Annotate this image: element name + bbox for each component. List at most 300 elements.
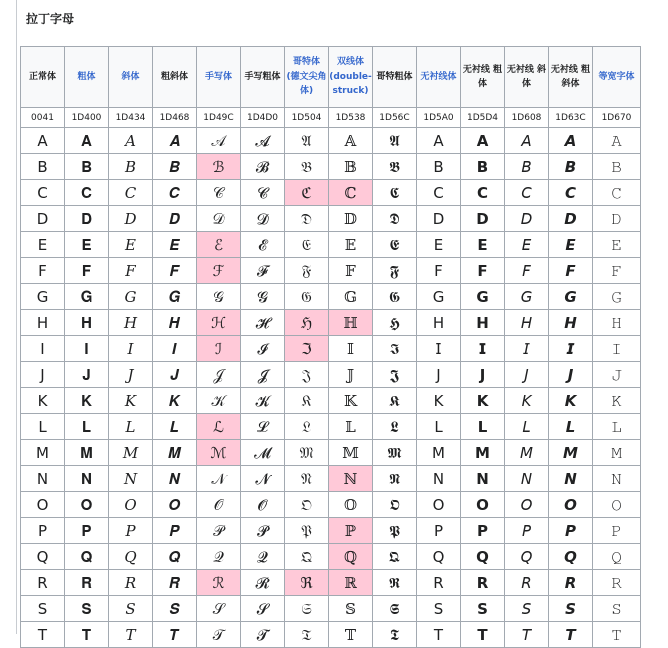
glyph-cell: 𝑄	[109, 544, 153, 570]
glyph-cell: 𝗢	[461, 492, 505, 518]
glyph-cell: 𝑩	[153, 154, 197, 180]
glyph-cell: 𝑬	[153, 232, 197, 258]
glyph-cell: 𝕴	[373, 336, 417, 362]
glyph-cell: ℭ	[285, 180, 329, 206]
glyph-cell: ℱ	[197, 258, 241, 284]
glyph-cell: 𝔅	[285, 154, 329, 180]
glyph-cell: 𝙂	[549, 284, 593, 310]
glyph-cell: 𝐼	[109, 336, 153, 362]
glyph-cell: 𝖧	[417, 310, 461, 336]
glyph-cell: N	[21, 466, 65, 492]
glyph-cell: 𝗞	[461, 388, 505, 414]
glyph-cell: 𝐍	[65, 466, 109, 492]
glyph-cell: G	[21, 284, 65, 310]
glyph-cell: 𝖪	[417, 388, 461, 414]
codepoint-row	[21, 108, 641, 128]
column-header[interactable]: 无衬线体	[417, 47, 461, 108]
glyph-cell: 𝖳	[417, 622, 461, 648]
glyph-cell: ℙ	[329, 518, 373, 544]
header-row	[21, 47, 641, 108]
glyph-cell: 𝙼	[593, 440, 641, 466]
glyph-cell: 𝓔	[241, 232, 285, 258]
glyph-cell: 𝑫	[153, 206, 197, 232]
glyph-cell: 𝕾	[373, 596, 417, 622]
glyph-cell: 𝔗	[285, 622, 329, 648]
glyph-cell: 𝓑	[241, 154, 285, 180]
glyph-cell: 𝓣	[241, 622, 285, 648]
glyph-cell: 𝙎	[549, 596, 593, 622]
column-header[interactable]: 等宽字体	[593, 47, 641, 108]
table-row	[21, 492, 641, 518]
column-header: 无衬线 粗体	[461, 47, 505, 108]
column-header: 粗斜体	[153, 47, 197, 108]
table-row	[21, 180, 641, 206]
glyph-cell: ℍ	[329, 310, 373, 336]
glyph-cell: 𝑰	[153, 336, 197, 362]
glyph-cell: 𝐿	[109, 414, 153, 440]
glyph-cell: 𝑀	[109, 440, 153, 466]
glyph-cell: 𝖲	[417, 596, 461, 622]
glyph-cell: 𝒢	[197, 284, 241, 310]
glyph-cell: 𝑃	[109, 518, 153, 544]
codepoint-cell: 1D49C	[197, 108, 241, 128]
glyph-cell: 𝘍	[505, 258, 549, 284]
glyph-cell: 𝙱	[593, 154, 641, 180]
glyph-cell: 𝕺	[373, 492, 417, 518]
glyph-cell: 𝔉	[285, 258, 329, 284]
glyph-cell: 𝑷	[153, 518, 197, 544]
glyph-cell: 𝓛	[241, 414, 285, 440]
codepoint-cell: 1D608	[505, 108, 549, 128]
table-row	[21, 544, 641, 570]
glyph-cell: 𝖨	[417, 336, 461, 362]
glyph-cell: 𝙌	[549, 544, 593, 570]
glyph-cell: 𝐋	[65, 414, 109, 440]
glyph-cell: ℚ	[329, 544, 373, 570]
glyph-cell: 𝖱	[417, 570, 461, 596]
glyph-cell: 𝑂	[109, 492, 153, 518]
glyph-cell: 𝖥	[417, 258, 461, 284]
glyph-cell: 𝒩	[197, 466, 241, 492]
glyph-cell: Q	[21, 544, 65, 570]
column-header: 无衬线 粗斜体	[549, 47, 593, 108]
glyph-cell: 𝑹	[153, 570, 197, 596]
glyph-cell: 𝖬	[417, 440, 461, 466]
glyph-cell: 𝓜	[241, 440, 285, 466]
glyph-cell: 𝖮	[417, 492, 461, 518]
glyph-cell: 𝑺	[153, 596, 197, 622]
glyph-cell: 𝗦	[461, 596, 505, 622]
glyph-cell: 𝘕	[505, 466, 549, 492]
table-row	[21, 466, 641, 492]
glyph-cell: 𝘈	[505, 128, 549, 154]
column-header[interactable]: 粗体	[65, 47, 109, 108]
glyph-cell: 𝔏	[285, 414, 329, 440]
glyph-cell: 𝙶	[593, 284, 641, 310]
glyph-cell: 𝓡	[241, 570, 285, 596]
glyph-cell: 𝔇	[285, 206, 329, 232]
glyph-cell: 𝖡	[417, 154, 461, 180]
glyph-cell: 𝗟	[461, 414, 505, 440]
column-header: 正常体	[21, 47, 65, 108]
glyph-cell: 𝓞	[241, 492, 285, 518]
glyph-cell: ℒ	[197, 414, 241, 440]
glyph-cell: 𝘛	[505, 622, 549, 648]
glyph-cell: 𝔹	[329, 154, 373, 180]
glyph-cell: 𝕲	[373, 284, 417, 310]
glyph-cell: M	[21, 440, 65, 466]
glyph-cell: 𝔊	[285, 284, 329, 310]
table-row	[21, 310, 641, 336]
glyph-cell: 𝔎	[285, 388, 329, 414]
column-header[interactable]: 手写体	[197, 47, 241, 108]
glyph-cell: 𝕂	[329, 388, 373, 414]
glyph-cell: H	[21, 310, 65, 336]
glyph-cell: 𝘗	[505, 518, 549, 544]
glyph-cell: 𝐴	[109, 128, 153, 154]
glyph-cell: J	[21, 362, 65, 388]
glyph-cell: ℝ	[329, 570, 373, 596]
glyph-cell: R	[21, 570, 65, 596]
glyph-cell: 𝚀	[593, 544, 641, 570]
glyph-cell: 𝗜	[461, 336, 505, 362]
glyph-cell: 𝗠	[461, 440, 505, 466]
glyph-cell: 𝑱	[153, 362, 197, 388]
glyph-cell: 𝑇	[109, 622, 153, 648]
glyph-cell: 𝘼	[549, 128, 593, 154]
glyph-cell: 𝔻	[329, 206, 373, 232]
glyph-cell: 𝐶	[109, 180, 153, 206]
glyph-cell: A	[21, 128, 65, 154]
codepoint-cell: 1D4D0	[241, 108, 285, 128]
glyph-cell: 𝙇	[549, 414, 593, 440]
codepoint-cell: 0041	[21, 108, 65, 128]
codepoint-cell: 1D434	[109, 108, 153, 128]
glyph-cell: 𝗘	[461, 232, 505, 258]
glyph-cell: 𝕳	[373, 310, 417, 336]
glyph-cell: 𝓗	[241, 310, 285, 336]
glyph-cell: 𝑶	[153, 492, 197, 518]
glyph-cell: 𝓚	[241, 388, 285, 414]
glyph-cell: E	[21, 232, 65, 258]
latin-alphabet-table	[20, 46, 641, 648]
glyph-cell: 𝗚	[461, 284, 505, 310]
glyph-cell: 𝐏	[65, 518, 109, 544]
table-row	[21, 518, 641, 544]
glyph-cell: 𝖯	[417, 518, 461, 544]
glyph-cell: 𝘽	[549, 154, 593, 180]
glyph-cell: 𝕵	[373, 362, 417, 388]
codepoint-cell: 1D468	[153, 108, 197, 128]
glyph-cell: 𝕰	[373, 232, 417, 258]
glyph-cell: 𝗙	[461, 258, 505, 284]
glyph-cell: 𝖩	[417, 362, 461, 388]
glyph-cell: 𝙲	[593, 180, 641, 206]
glyph-cell: 𝓠	[241, 544, 285, 570]
glyph-cell: 𝙆	[549, 388, 593, 414]
glyph-cell: 𝚃	[593, 622, 641, 648]
glyph-cell: 𝙈	[549, 440, 593, 466]
glyph-cell: 𝒬	[197, 544, 241, 570]
glyph-cell: L	[21, 414, 65, 440]
glyph-cell: 𝕼	[373, 544, 417, 570]
glyph-cell: 𝘎	[505, 284, 549, 310]
glyph-cell: 𝓕	[241, 258, 285, 284]
glyph-cell: 𝙰	[593, 128, 641, 154]
table-row	[21, 622, 641, 648]
table-row	[21, 284, 641, 310]
glyph-cell: 𝓟	[241, 518, 285, 544]
glyph-cell: 𝕭	[373, 154, 417, 180]
glyph-cell: 𝐈	[65, 336, 109, 362]
glyph-cell: 𝘊	[505, 180, 549, 206]
glyph-cell: 𝘏	[505, 310, 549, 336]
column-header[interactable]: 双线体 (double-struck)	[329, 47, 373, 108]
glyph-cell: ℳ	[197, 440, 241, 466]
glyph-cell: 𝐺	[109, 284, 153, 310]
glyph-cell: 𝕮	[373, 180, 417, 206]
table-row	[21, 596, 641, 622]
glyph-cell: 𝗧	[461, 622, 505, 648]
table-row	[21, 232, 641, 258]
glyph-cell: 𝘔	[505, 440, 549, 466]
glyph-cell: 𝐉	[65, 362, 109, 388]
glyph-cell: 𝘉	[505, 154, 549, 180]
glyph-cell: ℕ	[329, 466, 373, 492]
glyph-cell: 𝕄	[329, 440, 373, 466]
glyph-cell: 𝙺	[593, 388, 641, 414]
glyph-cell: 𝒞	[197, 180, 241, 206]
table-row	[21, 440, 641, 466]
glyph-cell: 𝒥	[197, 362, 241, 388]
glyph-cell: S	[21, 596, 65, 622]
glyph-cell: ℬ	[197, 154, 241, 180]
glyph-cell: 𝗔	[461, 128, 505, 154]
glyph-cell: 𝒪	[197, 492, 241, 518]
codepoint-cell: 1D5A0	[417, 108, 461, 128]
column-header: 无衬线 斜体	[505, 47, 549, 108]
glyph-cell: 𝗤	[461, 544, 505, 570]
glyph-cell: ℋ	[197, 310, 241, 336]
glyph-cell: 𝑨	[153, 128, 197, 154]
glyph-cell: 𝐄	[65, 232, 109, 258]
glyph-cell: 𝗖	[461, 180, 505, 206]
glyph-cell: 𝐑	[65, 570, 109, 596]
glyph-cell: 𝙸	[593, 336, 641, 362]
glyph-cell: 𝔍	[285, 362, 329, 388]
codepoint-cell: 1D5D4	[461, 108, 505, 128]
glyph-cell: 𝐀	[65, 128, 109, 154]
glyph-cell: 𝒫	[197, 518, 241, 544]
glyph-cell: 𝔼	[329, 232, 373, 258]
codepoint-cell: 1D56C	[373, 108, 417, 128]
glyph-cell: 𝐁	[65, 154, 109, 180]
glyph-cell: 𝗣	[461, 518, 505, 544]
glyph-cell: 𝙊	[549, 492, 593, 518]
glyph-cell: 𝔈	[285, 232, 329, 258]
glyph-cell: 𝐊	[65, 388, 109, 414]
glyph-cell: 𝓢	[241, 596, 285, 622]
glyph-cell: 𝐇	[65, 310, 109, 336]
glyph-cell: 𝗥	[461, 570, 505, 596]
glyph-cell: 𝔒	[285, 492, 329, 518]
glyph-cell: C	[21, 180, 65, 206]
glyph-cell: ℛ	[197, 570, 241, 596]
table-row	[21, 388, 641, 414]
glyph-cell: 𝓙	[241, 362, 285, 388]
glyph-cell: O	[21, 492, 65, 518]
glyph-cell: P	[21, 518, 65, 544]
glyph-cell: 𝔓	[285, 518, 329, 544]
glyph-cell: 𝓝	[241, 466, 285, 492]
glyph-cell: 𝑻	[153, 622, 197, 648]
glyph-cell: 𝙻	[593, 414, 641, 440]
glyph-cell: ℜ	[285, 570, 329, 596]
glyph-cell: 𝗛	[461, 310, 505, 336]
glyph-cell: 𝑵	[153, 466, 197, 492]
glyph-cell: 𝑮	[153, 284, 197, 310]
glyph-cell: 𝐌	[65, 440, 109, 466]
glyph-cell: 𝘐	[505, 336, 549, 362]
glyph-cell: 𝕯	[373, 206, 417, 232]
codepoint-cell: 1D63C	[549, 108, 593, 128]
glyph-cell: 𝑪	[153, 180, 197, 206]
page-title: 拉丁字母	[26, 12, 75, 26]
column-header[interactable]: 哥特体 (德文尖角体)	[285, 47, 329, 108]
glyph-cell: 𝙏	[549, 622, 593, 648]
glyph-cell: 𝙁	[549, 258, 593, 284]
glyph-cell: 𝐸	[109, 232, 153, 258]
glyph-cell: K	[21, 388, 65, 414]
glyph-cell: 𝖫	[417, 414, 461, 440]
glyph-cell: 𝑴	[153, 440, 197, 466]
table-row	[21, 362, 641, 388]
glyph-cell: 𝐂	[65, 180, 109, 206]
glyph-cell: 𝐵	[109, 154, 153, 180]
glyph-cell: D	[21, 206, 65, 232]
glyph-cell: 𝔐	[285, 440, 329, 466]
glyph-cell: 𝐐	[65, 544, 109, 570]
glyph-cell: 𝔑	[285, 466, 329, 492]
glyph-cell: 𝙽	[593, 466, 641, 492]
glyph-cell: 𝕸	[373, 440, 417, 466]
glyph-cell: 𝓒	[241, 180, 285, 206]
glyph-cell: 𝙍	[549, 570, 593, 596]
glyph-cell: ℌ	[285, 310, 329, 336]
glyph-cell: I	[21, 336, 65, 362]
glyph-cell: 𝓓	[241, 206, 285, 232]
glyph-cell: 𝖢	[417, 180, 461, 206]
glyph-cell: 𝒦	[197, 388, 241, 414]
glyph-cell: ℑ	[285, 336, 329, 362]
glyph-cell: 𝒯	[197, 622, 241, 648]
glyph-cell: 𝖦	[417, 284, 461, 310]
glyph-cell: 𝕱	[373, 258, 417, 284]
glyph-cell: ℂ	[329, 180, 373, 206]
codepoint-cell: 1D670	[593, 108, 641, 128]
glyph-cell: 𝖤	[417, 232, 461, 258]
glyph-cell: 𝕁	[329, 362, 373, 388]
glyph-cell: 𝐻	[109, 310, 153, 336]
glyph-cell: 𝐒	[65, 596, 109, 622]
glyph-cell: ℐ	[197, 336, 241, 362]
glyph-cell: 𝓖	[241, 284, 285, 310]
glyph-cell: 𝒟	[197, 206, 241, 232]
glyph-cell: 𝘾	[549, 180, 593, 206]
glyph-cell: 𝘚	[505, 596, 549, 622]
glyph-cell: 𝗕	[461, 154, 505, 180]
column-header[interactable]: 斜体	[109, 47, 153, 108]
glyph-cell: 𝖣	[417, 206, 461, 232]
codepoint-cell: 1D538	[329, 108, 373, 128]
glyph-cell: 𝑆	[109, 596, 153, 622]
glyph-cell: 𝐆	[65, 284, 109, 310]
glyph-cell: 𝑯	[153, 310, 197, 336]
glyph-cell: 𝓐	[241, 128, 285, 154]
glyph-cell: 𝐹	[109, 258, 153, 284]
content-left-border	[16, 0, 17, 634]
table-row	[21, 570, 641, 596]
glyph-cell: 𝑁	[109, 466, 153, 492]
column-header: 手写粗体	[241, 47, 285, 108]
glyph-cell: 𝖠	[417, 128, 461, 154]
glyph-cell: 𝚁	[593, 570, 641, 596]
glyph-cell: 𝕶	[373, 388, 417, 414]
codepoint-cell: 1D400	[65, 108, 109, 128]
glyph-cell: 𝖭	[417, 466, 461, 492]
glyph-cell: 𝐽	[109, 362, 153, 388]
glyph-cell: T	[21, 622, 65, 648]
glyph-cell: 𝐃	[65, 206, 109, 232]
column-header: 哥特粗体	[373, 47, 417, 108]
glyph-cell: 𝘘	[505, 544, 549, 570]
glyph-cell: 𝔽	[329, 258, 373, 284]
glyph-cell: 𝕋	[329, 622, 373, 648]
glyph-cell: 𝘙	[505, 570, 549, 596]
table-row	[21, 336, 641, 362]
glyph-cell: 𝐅	[65, 258, 109, 284]
glyph-cell: 𝚂	[593, 596, 641, 622]
glyph-cell: 𝙴	[593, 232, 641, 258]
glyph-cell: 𝔔	[285, 544, 329, 570]
glyph-cell: 𝙿	[593, 518, 641, 544]
glyph-cell: 𝙅	[549, 362, 593, 388]
table-row	[21, 206, 641, 232]
glyph-cell: 𝕀	[329, 336, 373, 362]
glyph-cell: 𝔖	[285, 596, 329, 622]
glyph-cell: 𝕷	[373, 414, 417, 440]
glyph-cell: 𝙄	[549, 336, 593, 362]
glyph-cell: 𝑭	[153, 258, 197, 284]
glyph-cell: 𝕬	[373, 128, 417, 154]
glyph-cell: 𝑅	[109, 570, 153, 596]
glyph-cell: 𝑸	[153, 544, 197, 570]
glyph-cell: 𝖰	[417, 544, 461, 570]
glyph-cell: 𝗡	[461, 466, 505, 492]
glyph-cell: 𝕃	[329, 414, 373, 440]
glyph-cell: 𝘒	[505, 388, 549, 414]
table-row	[21, 258, 641, 284]
glyph-cell: B	[21, 154, 65, 180]
glyph-cell: ℰ	[197, 232, 241, 258]
glyph-cell: 𝕆	[329, 492, 373, 518]
glyph-cell: 𝙾	[593, 492, 641, 518]
glyph-cell: 𝘌	[505, 232, 549, 258]
glyph-cell: 𝕊	[329, 596, 373, 622]
glyph-cell: 𝕽	[373, 570, 417, 596]
glyph-cell: 𝐾	[109, 388, 153, 414]
codepoint-cell: 1D504	[285, 108, 329, 128]
